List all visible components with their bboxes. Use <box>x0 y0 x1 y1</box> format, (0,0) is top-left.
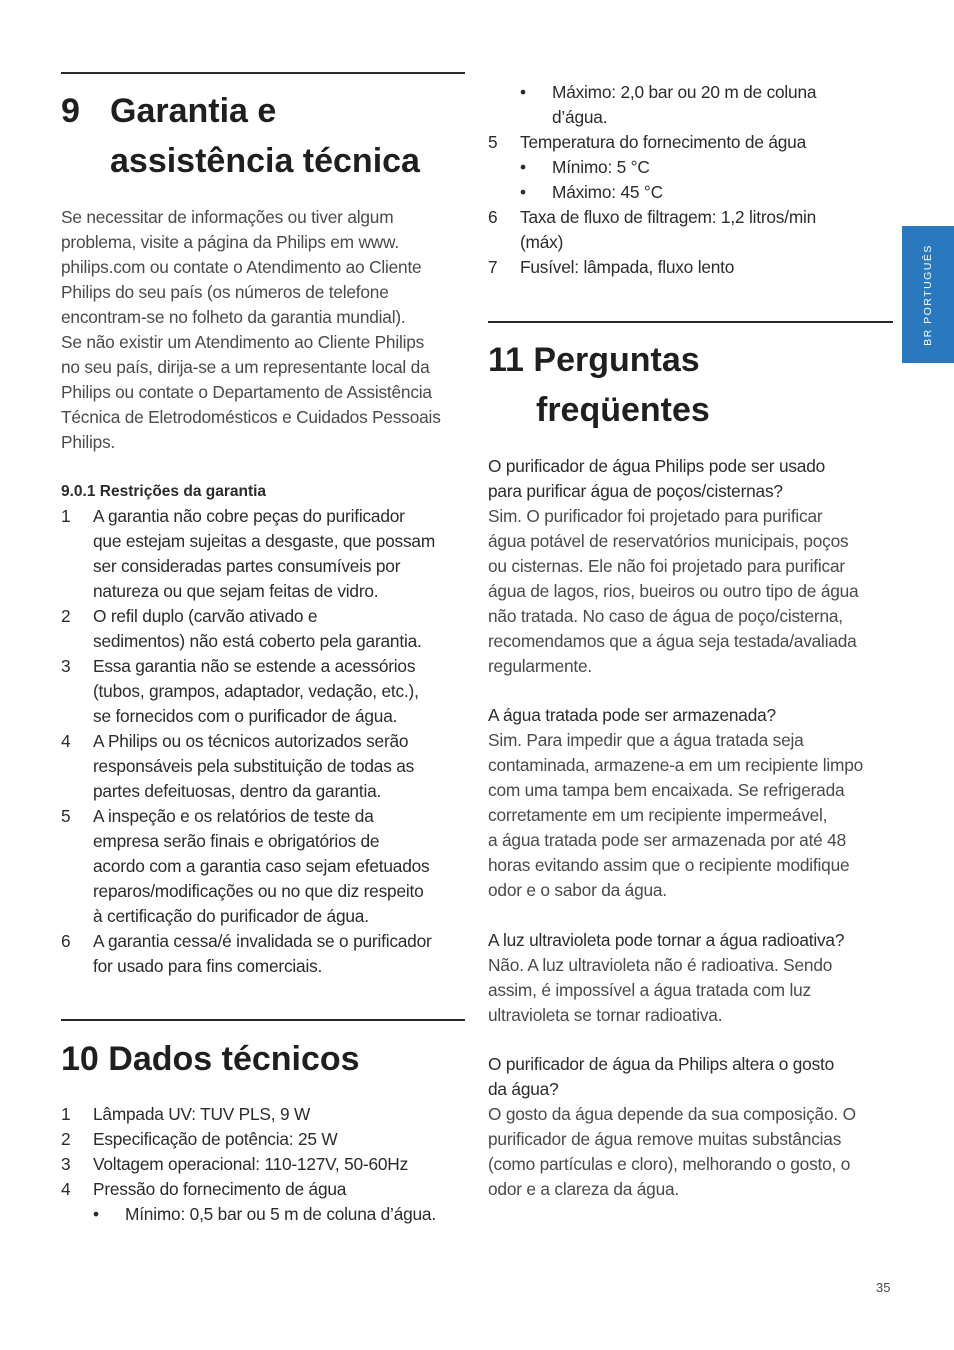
item-line: que estejam sujeitas a desgaste, que possam <box>93 531 436 551</box>
section-10-title: 10 Dados técnicos <box>61 1040 360 1078</box>
item-text: Voltagem operacional: 110-127V, 50-60Hz <box>93 1154 409 1174</box>
bullet-line: d’água. <box>552 107 608 127</box>
bullet: • <box>93 1204 99 1224</box>
faq-answer: ultravioleta se tornar radioativa. <box>488 1005 723 1025</box>
section-9-intro <box>61 205 481 455</box>
section-11-heading <box>488 335 893 435</box>
section-11-title-line1: 11 Perguntas <box>488 341 700 379</box>
faq-answer: não tratada. No caso de água de poço/cisterna, <box>488 606 843 626</box>
item-number: 3 <box>61 1154 71 1174</box>
faq-item <box>488 928 898 1028</box>
section-11-rule <box>488 321 893 323</box>
bullet: • <box>520 157 526 177</box>
intro-line: Se necessitar de informações ou tiver algum <box>61 207 394 227</box>
item-line: A garantia não cobre peças do purificador <box>93 506 405 526</box>
item-line: (tubos, grampos, adaptador, vedação, etc.), <box>93 681 419 701</box>
language-tab-label: BR PORTUGUÊS <box>922 243 934 346</box>
item-number: 4 <box>61 1179 71 1199</box>
faq-answer: corretamente em um recipiente impermeável, <box>488 805 828 825</box>
item-line: O refil duplo (carvão ativado e <box>93 606 318 626</box>
item-line: A Philips ou os técnicos autorizados serão <box>93 731 409 751</box>
faq-answer: ou cisternas. Ele não foi projetado para purificar <box>488 556 845 576</box>
item-line: empresa serão finais e obrigatórios de <box>93 831 380 851</box>
item-text: Temperatura do fornecimento de água <box>520 132 807 152</box>
item-number: 5 <box>61 806 71 826</box>
intro-line: Se não existir um Atendimento ao Cliente Philips <box>61 332 425 352</box>
faq-answer: odor e a clareza da água. <box>488 1179 679 1199</box>
item-number: 5 <box>488 132 498 152</box>
bullet-text: Mínimo: 5 °C <box>552 157 650 177</box>
item-line: se fornecidos com o purificador de água. <box>93 706 398 726</box>
intro-line: Philips. <box>61 432 116 452</box>
faq-answer: com uma tampa bem encaixada. Se refrigerada <box>488 780 845 800</box>
item-line: A garantia cessa/é invalidada se o purificador <box>93 931 432 951</box>
item-line: A inspeção e os relatórios de teste da <box>93 806 374 826</box>
faq-item <box>488 1052 898 1202</box>
faq-answer: a água tratada pode ser armazenada por até 48 <box>488 830 847 850</box>
item-number: 6 <box>61 931 71 951</box>
faq-answer: horas evitando assim que o recipiente modifique <box>488 855 850 875</box>
bullet-text: Mínimo: 0,5 bar ou 5 m de coluna d’água. <box>125 1204 436 1224</box>
section-10-rule <box>61 1019 465 1021</box>
item-number: 3 <box>61 656 71 676</box>
section-9-number: 9 <box>61 92 80 130</box>
faq-answer: purificador de água remove muitas substâncias <box>488 1129 842 1149</box>
intro-line: encontram-se no folheto da garantia mundial). <box>61 307 406 327</box>
item-number: 7 <box>488 257 498 277</box>
faq-answer: Não. A luz ultravioleta não é radioativa. Sendo <box>488 955 833 975</box>
section-9-title-line2: assistência técnica <box>110 142 420 180</box>
item-line: responsáveis pela substituição de todas as <box>93 756 415 776</box>
faq-answer: água de lagos, rios, bueiros ou outro tipo de água <box>488 581 859 601</box>
item-line: partes defeituosas, dentro da garantia. <box>93 781 382 801</box>
intro-line: problema, visite a página da Philips em www. <box>61 232 399 252</box>
faq-answer: assim, é impossível a água tratada com luz <box>488 980 811 1000</box>
language-tab <box>902 226 954 363</box>
page-number: 35 <box>876 1280 891 1295</box>
intro-line: Philips do seu país (os números de telefone <box>61 282 389 302</box>
bullet: • <box>520 82 526 102</box>
warranty-restrictions-heading: 9.0.1 Restrições da garantia <box>61 483 267 500</box>
faq-question: A água tratada pode ser armazenada? <box>488 705 776 725</box>
intro-line: philips.com ou contate o Atendimento ao Cliente <box>61 257 422 277</box>
intro-line: no seu país, dirija-se a um representante local da <box>61 357 430 377</box>
item-text: Fusível: lâmpada, fluxo lento <box>520 257 735 277</box>
section-9-title-line1: Garantia e <box>110 92 277 130</box>
faq-item <box>488 454 898 679</box>
item-number: 6 <box>488 207 498 227</box>
intro-line: Técnica de Eletrodomésticos e Cuidados Pessoais <box>61 407 441 427</box>
item-line: natureza ou que sejam feitas de vidro. <box>93 581 379 601</box>
faq-question: O purificador de água Philips pode ser usado <box>488 456 826 476</box>
faq-answer: regularmente. <box>488 656 593 676</box>
faq-answer: O gosto da água depende da sua composição. O <box>488 1104 856 1124</box>
faq-answer: recomendamos que a água seja testada/avaliada <box>488 631 857 651</box>
faq-answer: (como partículas e cloro), melhorando o gosto, o <box>488 1154 851 1174</box>
item-number: 1 <box>61 1104 71 1124</box>
item-line: sedimentos) não está coberto pela garantia. <box>93 631 422 651</box>
item-text: Especificação de potência: 25 W <box>93 1129 338 1149</box>
item-text: Pressão do fornecimento de água <box>93 1179 347 1199</box>
bullet: • <box>520 182 526 202</box>
faq-item <box>488 703 898 903</box>
faq-answer: odor e o sabor da água. <box>488 880 667 900</box>
item-line: Taxa de fluxo de filtragem: 1,2 litros/min <box>520 207 817 227</box>
faq-answer: Sim. Para impedir que a água tratada seja <box>488 730 804 750</box>
item-text: Lâmpada UV: TUV PLS, 9 W <box>93 1104 311 1124</box>
bullet-line: Máximo: 2,0 bar ou 20 m de coluna <box>552 82 817 102</box>
faq-question: da água? <box>488 1079 559 1099</box>
item-line: for usado para fins comerciais. <box>93 956 323 976</box>
item-number: 2 <box>61 606 71 626</box>
item-line: reparos/modificações ou no que diz respeito <box>93 881 424 901</box>
faq-answer: Sim. O purificador foi projetado para purificar <box>488 506 823 526</box>
section-9-rule <box>61 72 465 74</box>
faq-answer: contaminada, armazene-a em um recipiente limpo <box>488 755 864 775</box>
intro-line: Philips ou contate o Departamento de Assistência <box>61 382 432 402</box>
faq-answer: água potável de reservatórios municipais, poços <box>488 531 849 551</box>
bullet-text: Máximo: 45 °C <box>552 182 663 202</box>
item-line: Essa garantia não se estende a acessórios <box>93 656 416 676</box>
section-11-title-line2: freqüentes <box>536 391 710 429</box>
item-line: (máx) <box>520 232 564 252</box>
item-line: acordo com a garantia caso sejam efetuados <box>93 856 430 876</box>
faq-question: A luz ultravioleta pode tornar a água radioativa? <box>488 930 845 950</box>
faq-question: O purificador de água da Philips altera o gosto <box>488 1054 835 1074</box>
item-number: 2 <box>61 1129 71 1149</box>
faq-question: para purificar água de poços/cisternas? <box>488 481 783 501</box>
item-number: 1 <box>61 506 71 526</box>
item-line: à certificação do purificador de água. <box>93 906 369 926</box>
item-number: 4 <box>61 731 71 751</box>
item-line: ser consideradas partes consumíveis por <box>93 556 401 576</box>
